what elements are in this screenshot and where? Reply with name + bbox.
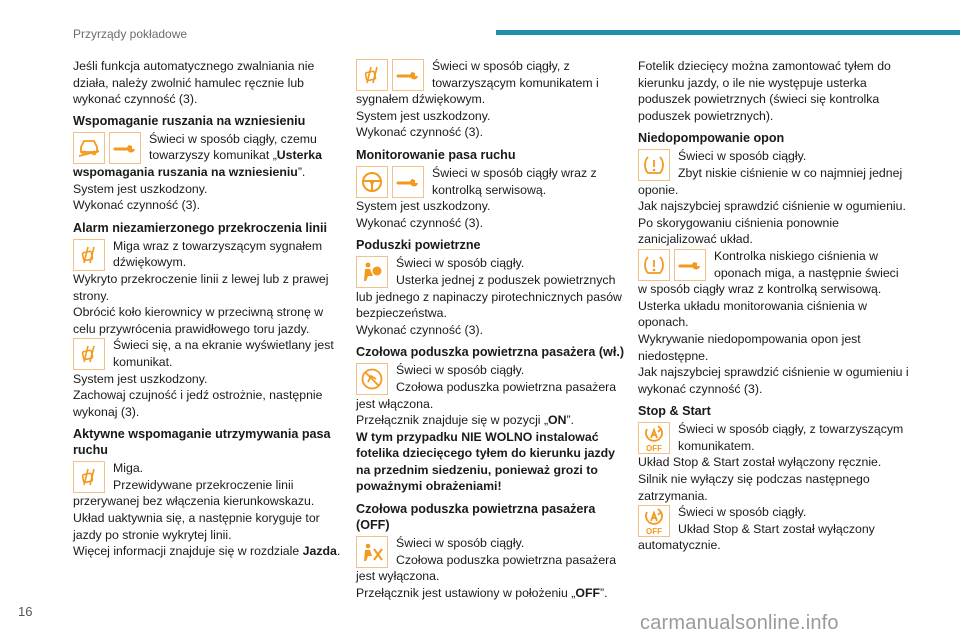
lane-departure-text-2: Wykryto przekroczenie linii z lewej lub z prawej strony. [73, 271, 329, 303]
tyre-pressure-text-2: Zbyt niskie ciśnienie w co najmniej jednej oponie. [638, 165, 903, 197]
service-wrench-icon [392, 166, 424, 198]
lane-departure-text-1: Miga wraz z towarzyszącym sygnałem dźwiękowym. [113, 238, 323, 270]
passenger-airbag-off-text-3: Przełącznik jest ustawiony w położeniu „OFF”. [356, 585, 608, 600]
stop-start-entry-2 [638, 504, 910, 554]
watermark: carmanualsonline.info [640, 612, 839, 634]
passenger-airbag-on-text-3: Przełącznik znajduje się w pozycji „ON”. [356, 413, 575, 428]
stop-start-text-4: Świeci w sposób ciągły. [678, 505, 807, 520]
fault-text-3: Wykonać czynność (3). [356, 125, 483, 140]
header-accent-bar [496, 30, 960, 35]
stop-start-off-icon [638, 505, 670, 537]
hill-start-text-3: Wykonać czynność (3). [73, 198, 200, 213]
section-title-lane-keeping: Aktywne wspomaganie utrzymywania pasa ruchu [73, 427, 331, 458]
switch-position-off: OFF [575, 585, 600, 600]
passenger-airbag-on-text-1: Świeci w sposób ciągły. [396, 363, 525, 378]
stop-start-text-3: Silnik nie wyłączy się podczas następnego zatrzymania. [638, 472, 870, 503]
section-title-lane-monitoring: Monitorowanie pasa ruchu [356, 147, 516, 162]
section-title-stop-start: Stop & Start [638, 404, 711, 419]
lane-monitoring-text-2: System jest uszkodzony. [356, 199, 491, 214]
passenger-airbag-off-text-1: Świeci w sposób ciągły. [396, 536, 525, 551]
service-wrench-icon [109, 132, 141, 164]
lane-departure-entry-1 [73, 238, 343, 271]
lane-monitoring-entry [356, 165, 626, 198]
lane-departure-text-6: Zachowaj czujność i jedź ostrożnie, następnie wykonaj (3). [73, 388, 323, 419]
chapter-link-jazda: Jazda [302, 544, 337, 559]
hill-start-assist-icon [73, 132, 105, 164]
fault-text-1: Świeci w sposób ciągły, z towarzyszącym komunikatem i sygnałem dźwiękowym. [356, 59, 599, 107]
passenger-airbag-off-text-2: Czołowa poduszka powietrzna pasażera jest wyłączona. [356, 552, 617, 584]
tyre-pressure-text-3: Jak najszybciej sprawdzić ciśnienie w ogumieniu. [638, 199, 906, 214]
lane-monitoring-text-1: Świeci w sposób ciągły wraz z kontrolką serwisową. [432, 165, 597, 197]
hill-start-text-1-end: ”. [297, 164, 306, 179]
stop-start-off-icon [638, 422, 670, 454]
lane-monitoring-text-3: Wykonać czynność (3). [356, 215, 483, 230]
airbag-off-icon [356, 536, 388, 568]
tyre-pressure-text-4: Po skorygowaniu ciśnienia ponownie zanicjalizować układ. [638, 215, 839, 247]
hill-start-entry [73, 131, 343, 181]
lane-departure-icon [73, 239, 105, 271]
page-number: 16 [18, 604, 33, 619]
airbags-entry [356, 255, 626, 321]
hill-start-text-1: Świeci w sposób ciągły, czemu towarzyszy komunikat „ [149, 131, 317, 163]
airbag-icon [356, 256, 388, 288]
tyre-pressure-text-8: Jak najszybciej sprawdzić ciśnienie w ogumieniu i wykonać czynność (3). [638, 365, 909, 396]
passenger-airbag-on-text-2: Czołowa poduszka powietrzna pasażera jest włączona. [356, 379, 617, 411]
section-title-airbags: Poduszki powietrzne [356, 238, 481, 253]
passenger-airbag-on-entry [356, 362, 626, 412]
hill-start-text-2: System jest uszkodzony. [73, 181, 208, 196]
stop-start-entry-1 [638, 421, 910, 454]
airbags-text-3: Wykonać czynność (3). [356, 322, 483, 337]
stop-start-text-5: Układ Stop & Start został wyłączony automatycznie. [638, 521, 875, 553]
lane-departure-text-4: Świeci się, a na ekranie wyświetlany jest komunikat. [113, 338, 334, 369]
intro-text: Jeśli funkcja automatycznego zwalniania nie działa, należy zwolnić hamulec ręcznie lub wykonać czynność (3). [73, 59, 315, 107]
lane-departure-icon [73, 338, 105, 370]
lane-departure-text-5: System jest uszkodzony. [73, 371, 208, 386]
column-3 [638, 58, 910, 554]
switch-position-on: ON [548, 413, 567, 428]
fault-text-2: System jest uszkodzony. [356, 108, 491, 123]
lane-keeping-text-2: Przewidywane przekroczenie linii przerywanej bez włączenia kierunkowskazu. [73, 477, 315, 509]
passenger-airbag-off-entry [356, 535, 626, 585]
lane-keeping-fault-entry [356, 58, 626, 108]
section-title-passenger-airbag-on: Czołowa poduszka powietrzna pasażera (wł.) [356, 345, 625, 360]
section-title-hill-start: Wspomaganie ruszania na wzniesieniu [73, 113, 306, 128]
lane-departure-text-3: Obrócić koło kierownicy w przeciwną stronę w celu przywrócenia prawidłowego toru jazdy. [73, 305, 324, 336]
tyre-pressure-text-7: Wykrywanie niedopompowania opon jest niedostępne. [638, 331, 861, 363]
tyre-pressure-entry-1 [638, 148, 910, 198]
section-title-lane-departure: Alarm niezamierzonego przekroczenia linii [73, 220, 328, 235]
service-wrench-icon [674, 249, 706, 281]
column-1 [73, 58, 343, 560]
passenger-airbag-warning: W tym przypadku NIE WOLNO instalować fotelika dziecięcego tyłem do kierunku jazdy na przednim siedzeniu, ponieważ grozi to poważnymi obrażeniami! [356, 429, 615, 494]
running-header: Przyrządy pokładowe [73, 27, 188, 41]
lane-keeping-icon [356, 59, 388, 91]
steering-wheel-icon [356, 166, 388, 198]
tyre-pressure-icon [638, 149, 670, 181]
lane-departure-entry-2 [73, 337, 343, 370]
hill-start-message: Usterka wspomagania ruszania na wzniesieniu [73, 148, 322, 179]
lane-keeping-icon [73, 461, 105, 493]
tyre-pressure-text-1: Świeci w sposób ciągły. [678, 149, 807, 164]
tyre-pressure-entry-2 [638, 248, 910, 298]
lane-keeping-entry [73, 460, 343, 510]
stop-start-text-1: Świeci w sposób ciągły, z towarzyszącym komunikatem. [678, 422, 904, 453]
tyre-pressure-text-6: Usterka układu monitorowania ciśnienia w oponach. [638, 298, 867, 330]
column-2 [356, 58, 626, 601]
section-title-tyre-pressure: Niedopompowanie opon [638, 131, 785, 146]
svg-text:OFF: OFF [646, 444, 662, 453]
section-title-passenger-airbag-off: Czołowa poduszka powietrzna pasażera (OFF) [356, 502, 596, 533]
svg-text:OFF: OFF [646, 527, 662, 536]
lane-keeping-text-3: Układ uaktywnia się, a następnie koryguje tor jazdy po stronie wykrytej linii. [73, 511, 320, 542]
airbags-text-2: Usterka jednej z poduszek powietrznych lub jednego z napinaczy pirotechnicznych pasów bezpieczeństwa. [356, 272, 622, 321]
tyre-pressure-text-5: Kontrolka niskiego ciśnienia w oponach miga, a następnie świeci w sposób ciągły wraz z kontrolką serwisową. [638, 248, 899, 297]
child-seat-crossed-icon [356, 363, 388, 395]
tyre-pressure-icon [638, 249, 670, 281]
airbags-text-1: Świeci w sposób ciągły. [396, 256, 525, 271]
service-wrench-icon [392, 59, 424, 91]
child-seat-note: Fotelik dziecięcy można zamontować tyłem do kierunku jazdy, o ile nie występuje usterka poduszek powietrznych (świeci się kontrolka poduszek powietrznych). [638, 59, 891, 123]
lane-keeping-text-1: Miga. [113, 461, 144, 476]
lane-keeping-text-4: Więcej informacji znajduje się w rozdziale Jazda. [73, 544, 341, 559]
stop-start-text-2: Układ Stop & Start został wyłączony ręcznie. [638, 455, 882, 470]
